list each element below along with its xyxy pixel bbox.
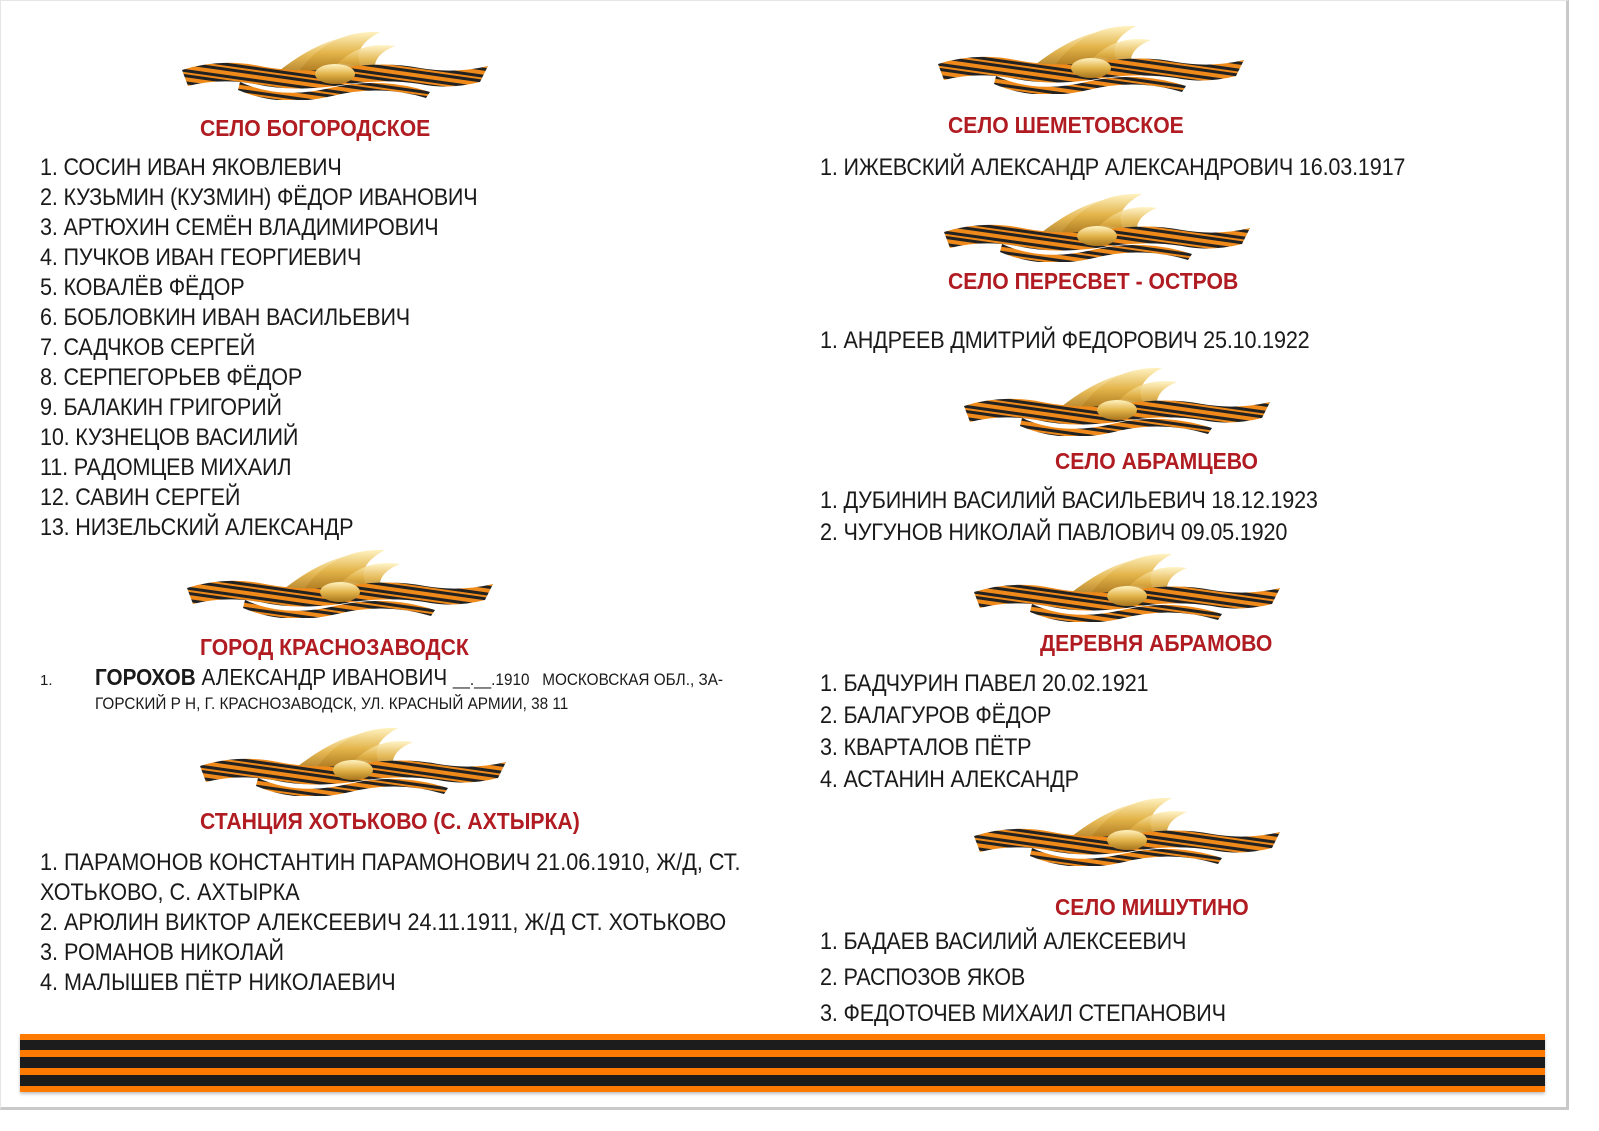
laurel-ribbon-icon bbox=[180, 30, 490, 100]
list-abramtsevo bbox=[820, 485, 1373, 549]
list-item: 2. РАСПОЗОВ ЯКОВ bbox=[820, 964, 1026, 991]
laurel-ribbon-icon bbox=[972, 796, 1282, 866]
laurel-ribbon-icon bbox=[936, 24, 1246, 94]
list-item: 2. КУЗЬМИН (КУЗМИН) ФЁДОР ИВАНОВИЧ bbox=[40, 184, 478, 211]
list-item: 3. РОМАНОВ НИКОЛАЙ bbox=[40, 939, 285, 966]
section-title-shemetovskoe: СЕЛО ШЕМЕТОВСКОЕ bbox=[948, 112, 1184, 138]
list-item: 4. АСТАНИН АЛЕКСАНДР bbox=[820, 766, 1079, 793]
section-title-krasnozavodsk: ГОРОД КРАСНОЗАВОДСК bbox=[200, 634, 469, 660]
list-item: 3. ФЕДОТОЧЕВ МИХАИЛ СТЕПАНОВИЧ bbox=[820, 1000, 1226, 1027]
entry-number: 1. bbox=[40, 672, 53, 689]
section-title-khotkovo: СТАНЦИЯ ХОТЬКОВО (С. АХТЫРКА) bbox=[200, 808, 580, 834]
list-item: 1. ИЖЕВСКИЙ АЛЕКСАНДР АЛЕКСАНДРОВИЧ 16.03.1917 bbox=[820, 154, 1406, 181]
address-part-1: МОСКОВСКАЯ ОБЛ., ЗА- bbox=[542, 670, 724, 689]
list-item: 11. РАДОМЦЕВ МИХАИЛ bbox=[40, 454, 292, 481]
list-item: 1. ПАРАМОНОВ КОНСТАНТИН ПАРАМОНОВИЧ 21.06.1910, Ж/Д, СТ. bbox=[40, 849, 741, 876]
list-khotkovo bbox=[40, 848, 818, 998]
list-item: 1. БАДАЕВ ВАСИЛИЙ АЛЕКСЕЕВИЧ bbox=[820, 928, 1187, 955]
list-item: 2. БАЛАГУРОВ ФЁДОР bbox=[820, 702, 1052, 729]
laurel-ribbon-icon bbox=[972, 552, 1282, 622]
list-item: 3. КВАРТАЛОВ ПЁТР bbox=[820, 734, 1032, 761]
section-title-abramtsevo: СЕЛО АБРАМЦЕВО bbox=[1055, 448, 1259, 474]
list-item: 7. САДЧКОВ СЕРГЕЙ bbox=[40, 334, 256, 361]
list-item: 10. КУЗНЕЦОВ ВАСИЛИЙ bbox=[40, 424, 299, 451]
list-item: 8. СЕРПЕГОРЬЕВ ФЁДОР bbox=[40, 364, 303, 391]
list-bogorodskoe bbox=[40, 153, 526, 543]
list-item: 12. САВИН СЕРГЕЙ bbox=[40, 484, 241, 511]
list-item: 2. АРЮЛИН ВИКТОР АЛЕКСЕЕВИЧ 24.11.1911, Ж/Д СТ. ХОТЬКОВО bbox=[40, 909, 727, 936]
list-item: 3. АРТЮХИН СЕМЁН ВЛАДИМИРОВИЧ bbox=[40, 214, 439, 241]
list-item: 9. БАЛАКИН ГРИГОРИЙ bbox=[40, 394, 282, 421]
list-item: 1. АНДРЕЕВ ДМИТРИЙ ФЕДОРОВИЧ 25.10.1922 bbox=[820, 327, 1310, 354]
given-names: АЛЕКСАНДР ИВАНОВИЧ bbox=[195, 664, 453, 690]
list-item: 13. НИЗЕЛЬСКИЙ АЛЕКСАНДР bbox=[40, 514, 354, 541]
list-peresvet bbox=[820, 326, 1364, 356]
section-title-mishutino: СЕЛО МИШУТИНО bbox=[1055, 894, 1249, 920]
list-item: 1. БАДЧУРИН ПАВЕЛ 20.02.1921 bbox=[820, 670, 1149, 697]
laurel-ribbon-icon bbox=[198, 726, 508, 796]
birth-date: __.__.1910 bbox=[452, 670, 530, 689]
list-item: 4. МАЛЫШЕВ ПЁТР НИКОЛАЕВИЧ bbox=[40, 969, 396, 996]
entry-line-1 bbox=[95, 664, 723, 691]
st-george-ribbon-footer bbox=[20, 1034, 1545, 1092]
list-item: 6. БОБЛОВКИН ИВАН ВАСИЛЬЕВИЧ bbox=[40, 304, 411, 331]
list-item: 5. КОВАЛЁВ ФЁДОР bbox=[40, 274, 245, 301]
laurel-ribbon-icon bbox=[962, 366, 1272, 436]
laurel-ribbon-icon bbox=[942, 192, 1252, 262]
list-item: 1. СОСИН ИВАН ЯКОВЛЕВИЧ bbox=[40, 154, 342, 181]
laurel-ribbon-icon bbox=[185, 548, 495, 618]
list-abramovo bbox=[820, 668, 1185, 796]
section-title-peresvet: СЕЛО ПЕРЕСВЕТ - ОСТРОВ bbox=[948, 268, 1239, 294]
address-part-2: ГОРСКИЙ Р Н, Г. КРАСНОЗАВОДСК, УЛ. КРАСНЫЙ АРМИИ, 38 11 bbox=[95, 694, 569, 713]
list-item: 1. ДУБИНИН ВАСИЛИЙ ВАСИЛЬЕВИЧ 18.12.1923 bbox=[820, 487, 1318, 514]
list-mishutino bbox=[820, 924, 1271, 1032]
surname: ГОРОХОВ bbox=[95, 664, 196, 690]
section-title-abramovo: ДЕРЕВНЯ АБРАМОВО bbox=[1040, 630, 1273, 656]
list-item: ХОТЬКОВО, С. АХТЫРКА bbox=[40, 879, 300, 906]
section-title-bogorodskoe: СЕЛО БОГОРОДСКОЕ bbox=[200, 115, 431, 141]
list-item: 4. ПУЧКОВ ИВАН ГЕОРГИЕВИЧ bbox=[40, 244, 362, 271]
list-shemetovskoe bbox=[820, 153, 1470, 183]
list-item: 2. ЧУГУНОВ НИКОЛАЙ ПАВЛОВИЧ 09.05.1920 bbox=[820, 519, 1288, 546]
